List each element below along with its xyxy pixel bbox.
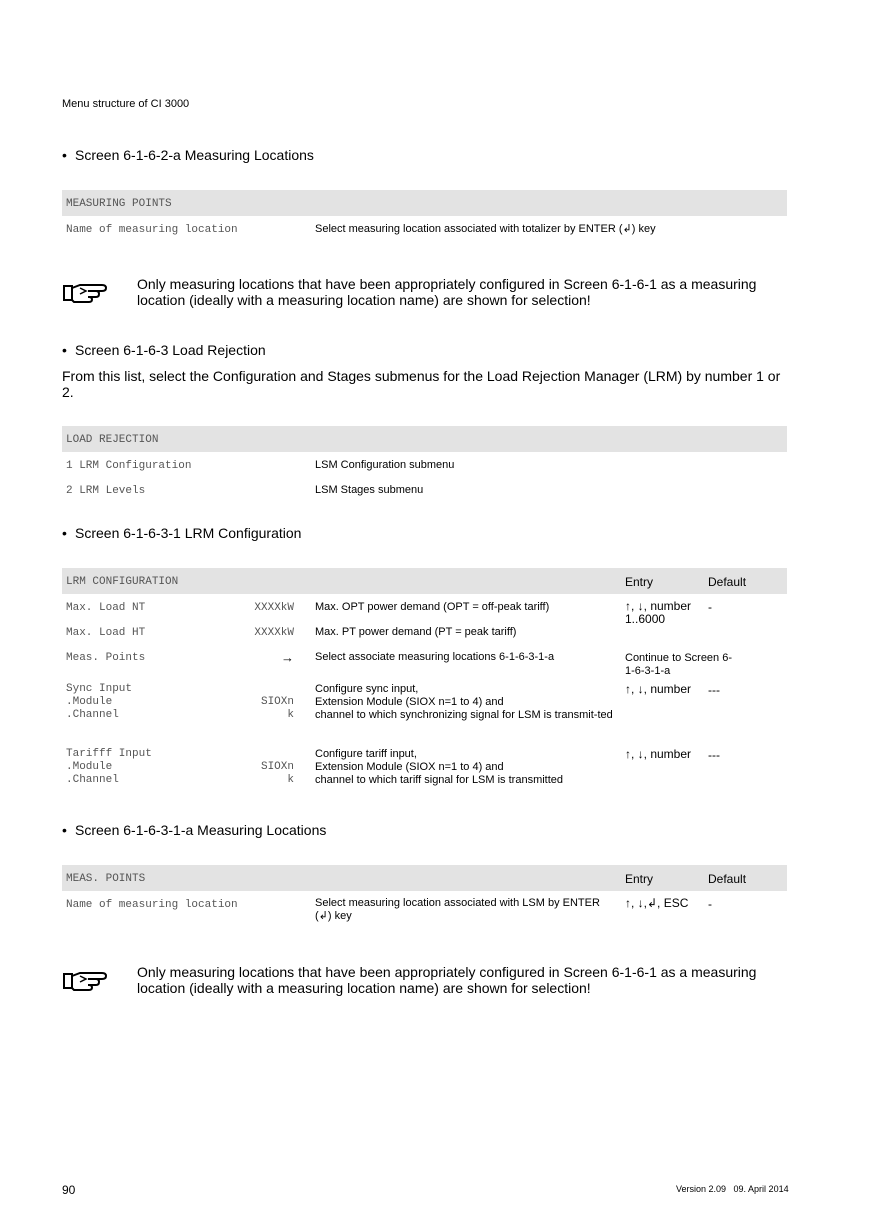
table-row <box>62 594 787 626</box>
note-text: Only measuring locations that have been appropriately configured in Screen 6-1-6-1 as a measuring location (ideally with a measuring location name) are shown for selection! <box>137 276 757 308</box>
row-value[interactable]: XXXXkW <box>254 627 294 639</box>
measuring-points-table <box>62 190 787 242</box>
row-name: 1 LRM Configuration <box>66 460 192 472</box>
version-info: Version 2.09 09. April 2014 <box>676 1184 789 1194</box>
row-name: Name of measuring location <box>66 224 238 236</box>
row-description: Configure sync input, Extension Module (SIOX n=1 to 4) and channel to which synchronizing signal for LSM is transmit-ted <box>315 683 613 721</box>
name-line: .Module <box>66 696 113 708</box>
row-name: Max. Load HT <box>66 627 146 639</box>
module-value: SIOXn <box>260 761 294 773</box>
lrm-configuration-table <box>62 568 787 788</box>
channel-value: k <box>287 774 294 786</box>
row-description: Select associate measuring locations 6-1-6-3-1-a <box>315 651 555 663</box>
row-values[interactable] <box>222 696 294 722</box>
running-header: Menu structure of CI 3000 <box>62 98 190 110</box>
name-line: .Channel <box>66 709 119 721</box>
row-name <box>66 748 152 787</box>
row-description: LSM Configuration submenu <box>315 459 455 471</box>
row-entry: ↑, ↓, number <box>625 747 692 761</box>
row-description: Select measuring location associated with LSM by ENTER (↲) key <box>315 897 600 922</box>
pointing-hand-icon <box>62 968 108 992</box>
note-text: Only measuring locations that have been appropriately configured in Screen 6-1-6-1 as a measuring location (ideally with a measuring location name) are shown for selection! <box>137 964 757 996</box>
page-number: 90 <box>62 1183 76 1197</box>
row-entry: Continue to Screen 6-1-6-3-1-a <box>625 652 733 677</box>
section-title-6-1-6-3-1-a: • Screen 6-1-6-3-1-a Measuring Locations <box>62 822 327 838</box>
module-value: SIOXn <box>260 696 294 708</box>
section-intro: From this list, select the Configuration and Stages submenus for the Load Rejection Manager (LRM) by number 1 or 2. <box>62 368 781 400</box>
table-header <box>62 190 787 216</box>
row-description: Max. PT power demand (PT = peak tariff) <box>315 626 517 638</box>
table-header <box>62 426 787 452</box>
pointing-hand-icon <box>62 280 108 304</box>
entry-column-header: Entry <box>625 872 654 886</box>
row-description: LSM Stages submenu <box>315 484 424 496</box>
row-entry: ↑, ↓, number 1..6000 <box>625 599 692 626</box>
name-line: .Module <box>66 761 113 773</box>
name-line: Sync Input <box>66 683 133 695</box>
row-description: Max. OPT power demand (OPT = off-peak tariff) <box>315 601 550 613</box>
table-row[interactable] <box>62 477 787 502</box>
table-row <box>62 644 787 683</box>
default-column-header: Default <box>708 872 747 886</box>
row-values[interactable] <box>222 761 294 787</box>
section-title-6-1-6-2-a: • Screen 6-1-6-2-a Measuring Locations <box>62 147 314 163</box>
table-row <box>62 748 787 788</box>
row-name: Max. Load NT <box>66 602 146 614</box>
row-name: Name of measuring location <box>66 899 238 911</box>
section-title-6-1-6-3: • Screen 6-1-6-3 Load Rejection <box>62 342 266 358</box>
row-entry: ↑, ↓, number <box>625 682 692 696</box>
name-line: .Channel <box>66 774 119 786</box>
table-row <box>62 683 787 748</box>
row-default: --- <box>708 683 720 697</box>
note-1 <box>62 276 792 312</box>
arrow-right-icon[interactable]: → <box>281 650 294 665</box>
row-description: Configure tariff input, Extension Module (SIOX n=1 to 4) and channel to which tariff signal for LSM is transmitted <box>315 748 564 786</box>
row-name <box>66 683 132 722</box>
table-title: MEAS. POINTS <box>66 873 146 885</box>
name-line: Tarifff Input <box>66 748 152 760</box>
table-title: MEASURING POINTS <box>66 198 172 210</box>
load-rejection-table <box>62 426 787 502</box>
table-header <box>62 865 787 891</box>
row-name: 2 LRM Levels <box>66 485 146 497</box>
row-default: - <box>708 600 712 614</box>
entry-column-header: Entry <box>625 575 654 589</box>
section-title-6-1-6-3-1: • Screen 6-1-6-3-1 LRM Configuration <box>62 525 302 541</box>
row-entry: ↑, ↓,↲, ESC <box>625 896 689 910</box>
channel-value: k <box>287 709 294 721</box>
row-value[interactable]: XXXXkW <box>254 602 294 614</box>
meas-points-table <box>62 865 787 931</box>
note-2 <box>62 964 792 1000</box>
row-default: - <box>708 897 712 911</box>
table-header <box>62 568 787 594</box>
table-row <box>62 891 787 931</box>
table-title: LOAD REJECTION <box>66 434 159 446</box>
row-name: Meas. Points <box>66 652 146 664</box>
row-default: --- <box>708 748 720 762</box>
table-row <box>62 619 787 644</box>
default-column-header: Default <box>708 575 747 589</box>
table-title: LRM CONFIGURATION <box>66 576 179 588</box>
row-description: Select measuring location associated with totalizer by ENTER (↲) key <box>315 223 656 235</box>
table-row[interactable] <box>62 452 787 477</box>
